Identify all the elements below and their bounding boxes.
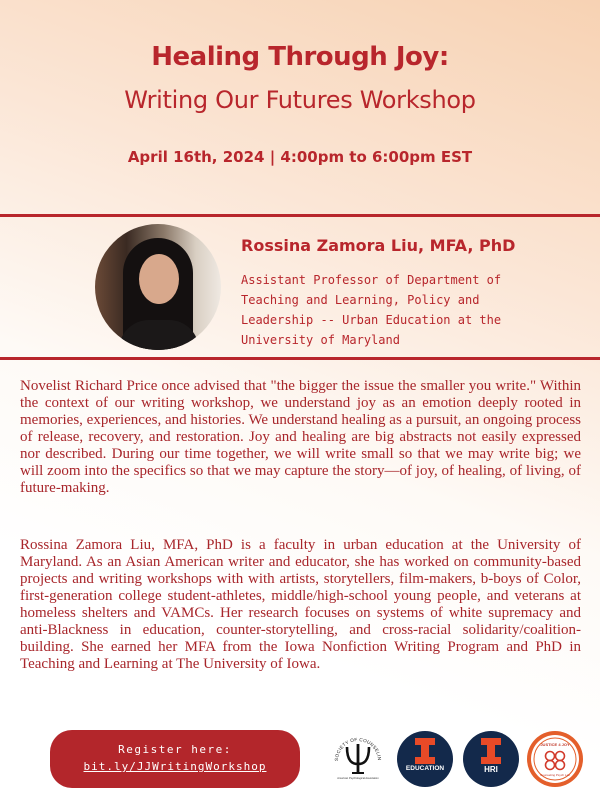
psi-icon [330, 731, 386, 787]
speaker-bio: Rossina Zamora Liu, MFA, PhD is a faculty in urban education at the University of Maryland. As an Asian American writer and educator, she has worked on community-based projects and writing workshops with with artists, storytellers, film-makers, b-boys of Color, first-generation college student-athletes, middle/high-school young people, and veterans at homeless shelters and VAMCs. Her research focuses on systems of white supremacy and anti-Blackness in education, counter-storytelling, and cross-racial solidarity/coalition-building. She earned her MFA from the Iowa Nonfiction Writing Program and PhD in Teaching and Learning at The University of Iowa. [20, 537, 581, 672]
register-box [50, 730, 300, 788]
register-link[interactable]: bit.ly/JJWritingWorkshop [83, 760, 267, 773]
speaker-title-line: University of Maryland [241, 333, 400, 347]
education-caption: EDUCATION [405, 765, 445, 772]
speaker-title-line: Teaching and Learning, Policy and [241, 293, 480, 307]
event-date-time: April 16th, 2024 | 4:00pm to 6:00pm EST [127, 148, 473, 166]
register-label: Register here: [118, 743, 232, 756]
counseling-psychology-arc-text: SOCIETY OF COUNSELIN [333, 736, 383, 762]
divider-top [0, 214, 600, 217]
illinois-education-logo [397, 731, 453, 787]
counseling-psychology-logo [330, 731, 386, 787]
speaker-title-line: Leadership -- Urban Education at the [241, 313, 502, 327]
justice-4-joy-sub: Counseling Psych Lab [540, 773, 570, 777]
speaker-title [241, 270, 541, 350]
illinois-i-icon [415, 738, 435, 764]
justice-4-joy-text: JUSTICE 4 JOY [540, 742, 570, 747]
speaker-title-line: Assistant Professor of Department of [241, 273, 502, 287]
illinois-i-icon [481, 738, 501, 764]
justice-4-joy-icon [527, 731, 583, 787]
workshop-description: Novelist Richard Price once advised that "the bigger the issue the smaller you write." Within the context of our writing workshop, we understand joy as an emotion deeply rooted in memories, experiences, and histories. We understand healing as a pursuit, an ongoing process of release, recovery, and restoration. Joy and healing are big abstracts not easily expressed nor described. During our time together, we will write small so that we may write big; we will zoom into the specifics so that we may capture the story—of joy, of healing, of living, of future-making. [20, 378, 581, 496]
title-line-1: Healing Through Joy: [151, 42, 449, 72]
hri-caption: HRI [484, 765, 498, 774]
speaker-photo [95, 224, 221, 350]
svg-text:SOCIETY OF COUNSELING PSYCHOLO [330, 731, 382, 761]
title-line-2: Writing Our Futures Workshop [124, 86, 476, 114]
speaker-name: Rossina Zamora Liu, MFA, PhD [241, 236, 516, 255]
divider-bottom [0, 357, 600, 360]
counseling-psychology-sub: American Psychological Association [337, 777, 379, 780]
illinois-hri-logo [463, 731, 519, 787]
justice-4-joy-logo [527, 731, 583, 787]
